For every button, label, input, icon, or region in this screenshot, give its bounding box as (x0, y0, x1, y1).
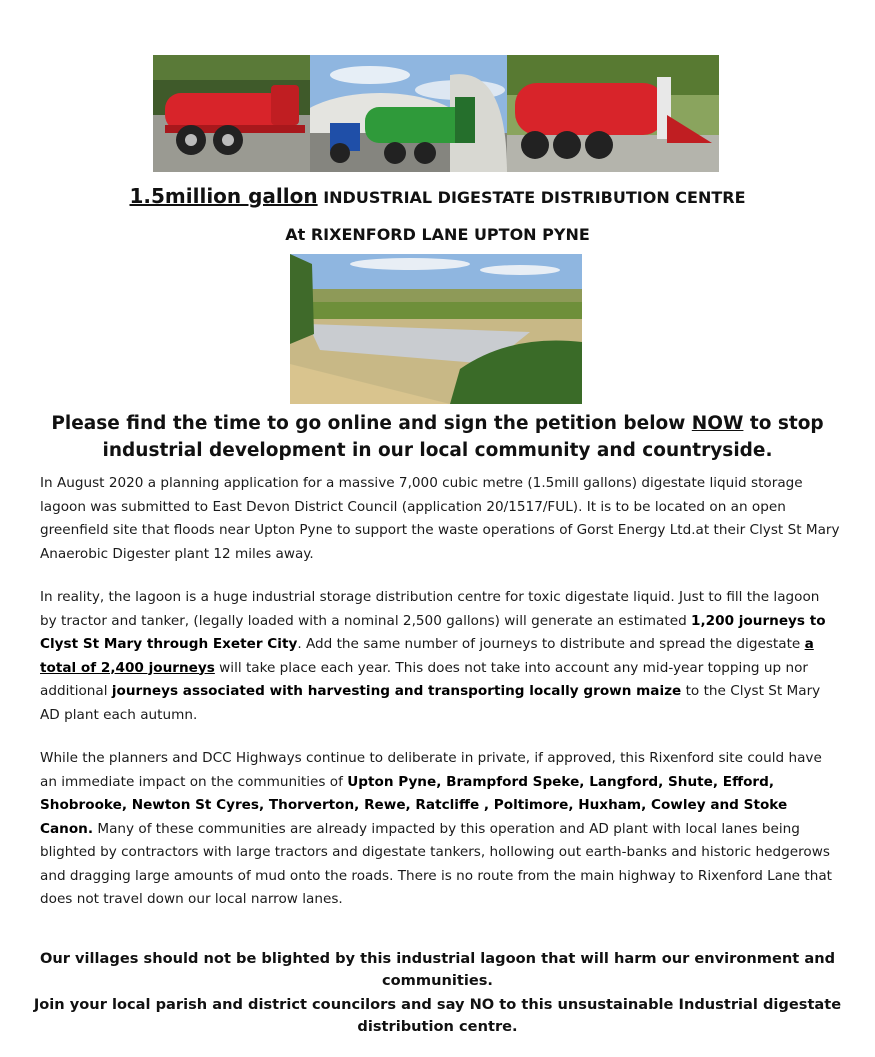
red-tanker-icon (153, 55, 310, 172)
headline-text-2: to stop industrial development in our local community and countryside. (102, 413, 824, 461)
red-tanker-icon (507, 55, 719, 172)
para2-bold-1: 1,200 journeys to Clyst St Mary through Exeter City (40, 612, 826, 652)
lagoon-aerial-photo (290, 254, 582, 404)
paragraph-application: In August 2020 a planning application for a massive 7,000 cubic metre (1.5mill gallons) digestate liquid storage lagoon was submitted to East Devon District Council (application 20/1517/FUL). It is to be located on an open greenfield site that floods near Upton Pyne to support the waste operations of Gorst Energy Ltd.at their Clyst St Mary Anaerobic Digester plant 12 miles away. (40, 475, 840, 562)
headline-text-1: Please find the time to go online and sign the petition below (51, 413, 692, 434)
para3-text-1: While the planners and DCC Highways continue to deliberate in private, if approved, this Rixenford site could have an immediate impact on the communities of (40, 750, 822, 790)
para3-communities-list: Upton Pyne, Brampford Speke, Langford, Shute, Efford, Shobrooke, Newton St Cyres, Thorverton, Rewe, Ratcliffe , Poltimore, Huxham, Cowley and Stoke Canon. (40, 773, 788, 837)
photo-lagoon-aerial (290, 254, 582, 404)
title-description: INDUSTRIAL DIGESTATE DISTRIBUTION CENTRE (317, 188, 746, 207)
closing-statement-1: Our villages should not be blighted by this industrial lagoon that will harm our environment and communities. (39, 950, 836, 989)
para2-text-3: will take place each year. This does not take into account any mid-year topping up nor additional (40, 659, 808, 699)
paragraph-communities (40, 747, 840, 912)
para3-text-2: Many of these communities are already impacted by this operation and AD plant with local lanes being blighted by contractors with large tractors and digestate tankers, hollowing out earth-banks and historic hedgerows and dragging large amounts of mud onto the roads. There is no route from the main highway to Rixenford Lane that does not travel down our local narrow lanes. (40, 820, 832, 907)
paragraph-journeys (40, 586, 840, 727)
para2-text-1: In reality, the lagoon is a huge industrial storage distribution centre for toxic digestate liquid. Just to fill the lagoon by tractor and tanker, (legally loaded with a nominal 2,500 gallons) will generate an estimated (40, 589, 820, 629)
para2-text-4: to the Clyst St Mary AD plant each autumn. (40, 683, 821, 723)
page-title (0, 184, 875, 208)
title-capacity: 1.5million gallon (129, 184, 318, 208)
tractor-icon (310, 55, 507, 172)
photo-tractor-green-tanker (310, 55, 507, 172)
photo-red-tanker-right (507, 55, 719, 172)
para2-bold-3: journeys associated with harvesting and transporting locally grown maize (111, 683, 682, 699)
para2-text-2: . Add the same number of journeys to distribute and spread the digestate (297, 636, 805, 652)
page-subtitle: At RIXENFORD LANE UPTON PYNE (285, 225, 590, 244)
photo-red-tanker-left (153, 55, 310, 172)
petition-headline (40, 410, 835, 464)
headline-now: NOW (691, 413, 744, 434)
closing-statement-2: Join your local parish and district councilors and say NO to this unsustainable Industrial digestate distribution centre. (33, 996, 842, 1035)
para2-bold-2: a total of 2,400 journeys (40, 636, 814, 676)
